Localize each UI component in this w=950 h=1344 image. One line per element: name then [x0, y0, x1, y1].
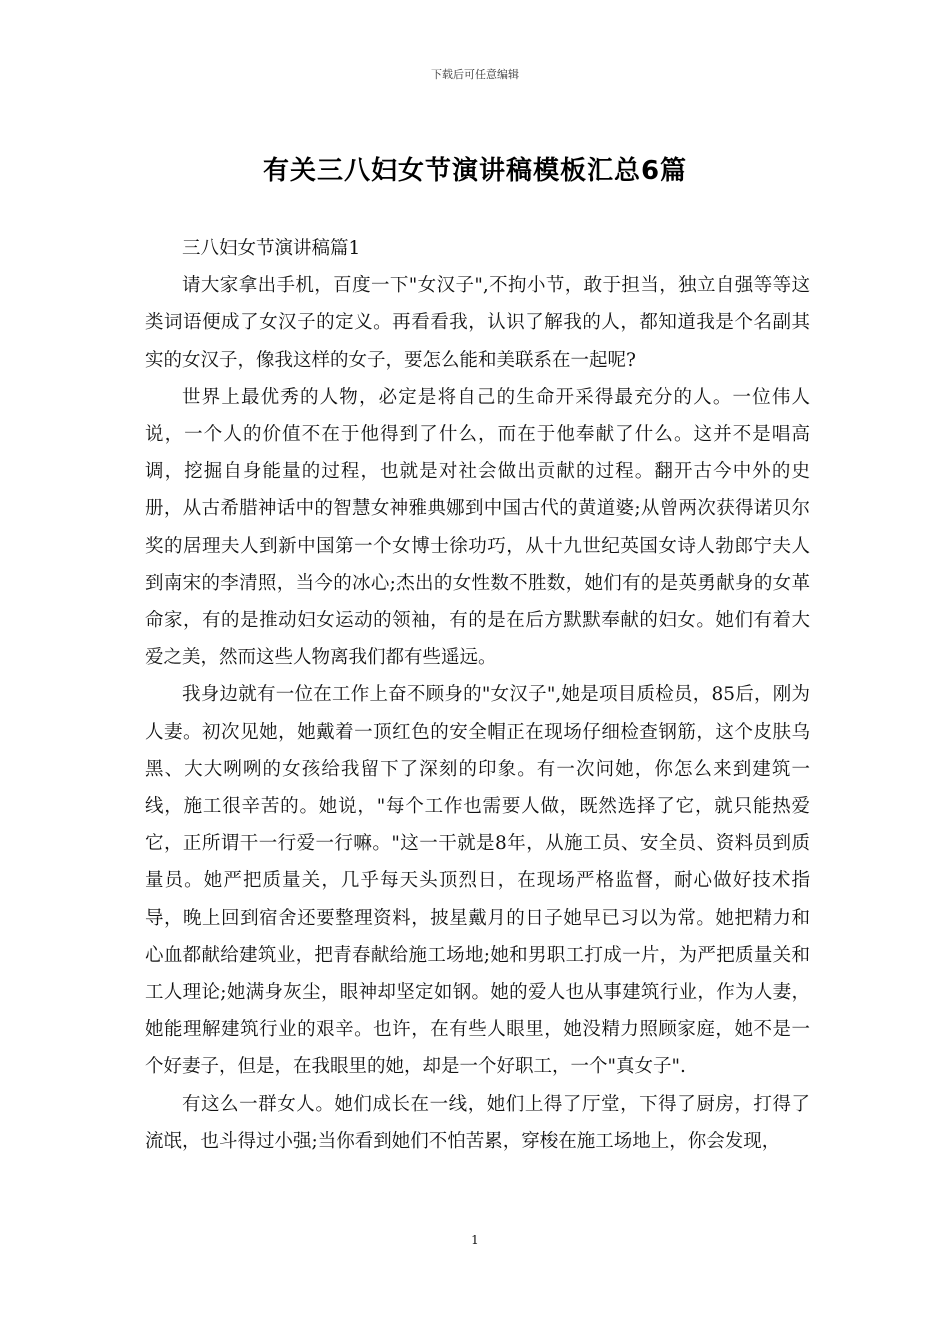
paragraph-4: 有这么一群女人。她们成长在一线，她们上得了厅堂，下得了厨房，打得了流氓，也斗得过小强;当你看到她们不怕苦累，穿梭在施工场地上，你会发现， [145, 1093, 810, 1152]
document-title: 有关三八妇女节演讲稿模板汇总6篇 [262, 156, 688, 186]
page-header-note: 下载后可任意编辑 [431, 68, 519, 81]
page-number: 1 [471, 1233, 479, 1247]
section-heading: 三八妇女节演讲稿篇1 [182, 238, 361, 259]
paragraph-1: 请大家拿出手机，百度一下"女汉子",不拘小节，敢于担当，独立自强等等这类词语便成了女汉子的定义。再看看我，认识了解我的人，都知道我是个名副其实的女汉子，像我这样的女子，要怎么能和美联系在一起呢? [145, 275, 810, 371]
paragraph-3: 我身边就有一位在工作上奋不顾身的"女汉子",她是项目质检员，85后，刚为人妻。初次见她，她戴着一顶红色的安全帽正在现场仔细检查钢筋，这个皮肤乌黑、大大咧咧的女孩给我留下了深刻的印象。有一次问她，你怎么来到建筑一线，施工很辛苦的。她说，"每个工作也需要人做，既然选择了它，就只能热爱它，正所谓干一行爱一行嘛。"这一干就是8年，从施工员、安全员、资料员到质量员。她严把质量关，几乎每天头顶烈日，在现场严格监督，耐心做好技术指导，晚上回到宿舍还要整理资料，披星戴月的日子她早已习以为常。她把精力和心血都献给建筑业，把青春献给施工场地;她和男职工打成一片，为严把质量关和工人理论;她满身灰尘，眼神却坚定如钢。她的爱人也从事建筑行业，作为人妻，她能理解建筑行业的艰辛。也许，在有些人眼里，她没精力照顾家庭，她不是一个好妻子，但是，在我眼里的她，却是一个好职工，一个"真女子". [145, 684, 810, 1078]
paragraph-2: 世界上最优秀的人物，必定是将自己的生命开采得最充分的人。一位伟人说，一个人的价值不在于他得到了什么，而在于他奉献了什么。这并不是唱高调，挖掘自身能量的过程，也就是对社会做出贡献的过程。翻开古今中外的史册，从古希腊神话中的智慧女神雅典娜到中国古代的黄道婆;从曾两次获得诺贝尔奖的居理夫人到新中国第一个女博士徐功巧，从十九世纪英国女诗人勃郎宁夫人到南宋的李清照，当今的冰心;杰出的女性数不胜数，她们有的是英勇献身的女革命家，有的是推动妇女运动的领袖，有的是在后方默默奉献的妇女。她们有着大爱之美，然而这些人物离我们都有些遥远。 [145, 386, 810, 669]
document-body [145, 230, 810, 1160]
